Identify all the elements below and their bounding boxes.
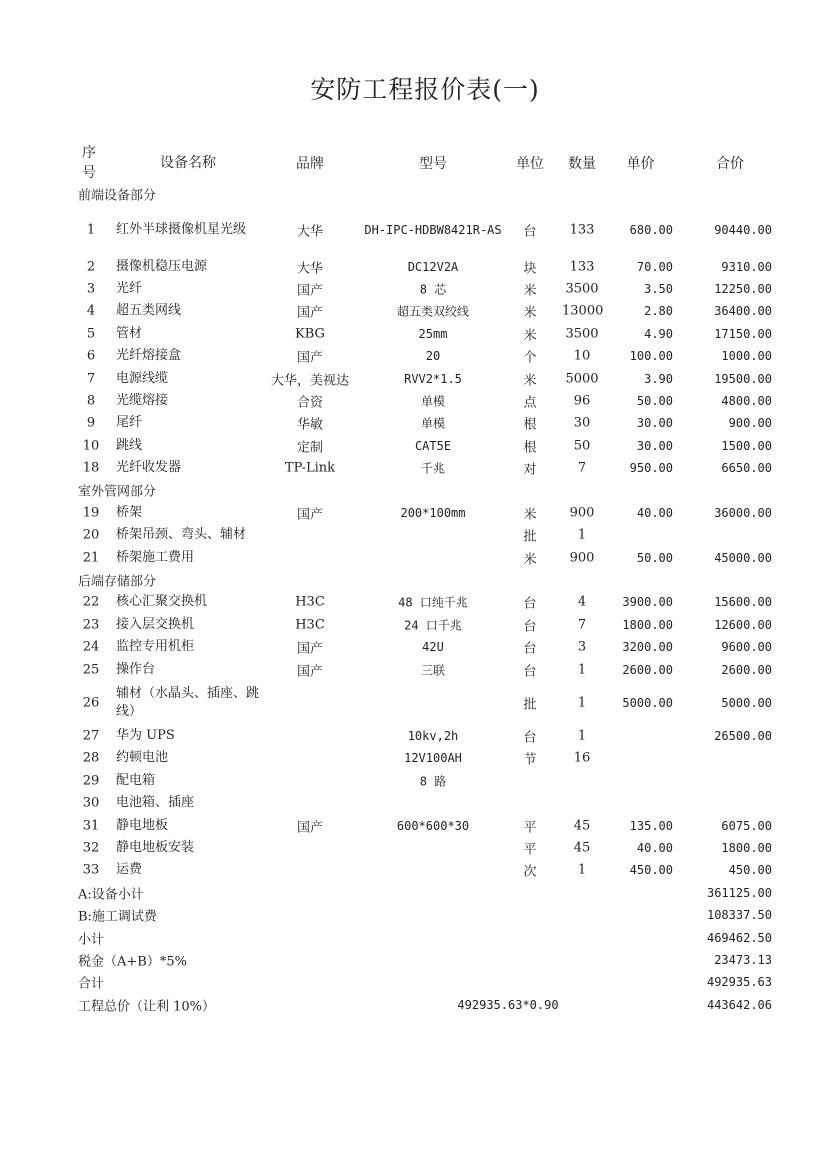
row-unit-price: 3.90	[644, 371, 673, 386]
row-qty: 3500	[565, 326, 599, 342]
row-unit-price: 50.00	[636, 393, 673, 408]
row-qty: 10	[573, 348, 591, 364]
summary-label: 小计	[78, 932, 105, 948]
table-row	[78, 747, 774, 769]
row-unit-price: 950.00	[629, 461, 673, 476]
row-total: 9600.00	[721, 640, 772, 655]
row-name: 约顿电池	[116, 750, 169, 766]
row-model: 42U	[422, 640, 444, 655]
row-brand: 大华，美视达	[270, 373, 349, 389]
row-unit: 米	[523, 507, 537, 523]
row-unit: 次	[523, 864, 537, 880]
row-unit: 米	[523, 283, 537, 299]
table-header	[78, 143, 774, 183]
row-unit: 米	[523, 305, 537, 321]
summary-label: 工程总价（让利 10%）	[78, 999, 216, 1015]
table-row	[78, 636, 774, 658]
row-unit: 根	[523, 417, 537, 433]
section-row	[78, 183, 774, 205]
summary-total: 469462.50	[706, 930, 772, 945]
row-brand: 国产	[296, 283, 323, 299]
row-name: 光纤	[116, 280, 143, 296]
row-unit: 平	[523, 842, 537, 858]
summary-total: 492935.63	[706, 975, 772, 990]
row-model: 8 路	[419, 774, 447, 789]
row-model: 200*100mm	[400, 505, 466, 520]
table-row	[78, 681, 774, 725]
row-model: RVV2*1.5	[404, 371, 462, 386]
header-brand: 品牌	[296, 156, 324, 172]
row-qty: 45	[573, 840, 591, 856]
row-name: 配电箱	[116, 772, 156, 788]
row-unit-price: 450.00	[629, 863, 673, 878]
row-total: 36000.00	[714, 505, 772, 520]
row-seq: 7	[86, 371, 96, 387]
row-seq: 28	[82, 750, 100, 766]
row-brand: 国产	[296, 507, 323, 523]
row-name: 光纤熔接盒	[116, 348, 182, 364]
row-total: 1500.00	[721, 438, 772, 453]
row-qty: 4	[577, 594, 587, 610]
row-seq: 22	[82, 594, 100, 610]
table-row	[78, 614, 774, 636]
row-unit-price: 135.00	[629, 818, 673, 833]
row-total: 12250.00	[714, 281, 772, 296]
row-seq: 5	[86, 326, 96, 342]
row-unit: 台	[523, 596, 537, 612]
section-label: 前端设备部分	[78, 188, 157, 204]
row-unit: 点	[523, 395, 537, 411]
row-model: 三联	[420, 663, 445, 678]
row-unit: 根	[523, 440, 537, 456]
table-row	[78, 278, 774, 300]
row-name: 核心汇聚交换机	[116, 594, 208, 610]
row-unit: 米	[523, 552, 537, 568]
row-name: 辅材（水晶头、插座、跳线）	[116, 685, 260, 719]
row-unit-price: 100.00	[629, 349, 673, 364]
row-name: 接入层交换机	[116, 616, 195, 632]
row-qty: 50	[573, 438, 591, 454]
row-seq: 27	[82, 728, 100, 744]
row-model: 20	[425, 349, 441, 364]
row-seq: 24	[82, 639, 100, 655]
row-name: 桥架吊颈、弯头、辅材	[116, 527, 247, 543]
summary-label: B:施工调试费	[78, 909, 157, 925]
row-unit-price: 30.00	[636, 438, 673, 453]
row-unit: 米	[523, 328, 537, 344]
row-seq: 33	[82, 862, 100, 878]
row-seq: 4	[86, 303, 96, 319]
row-qty: 3	[577, 639, 587, 655]
row-name: 华为 UPS	[116, 728, 175, 743]
header-price: 单价	[626, 156, 655, 172]
row-total: 15600.00	[714, 595, 772, 610]
summary-label: 税金（A+B）*5%	[78, 954, 187, 970]
row-model: DH-IPC-HDBW8421R-AS	[364, 223, 502, 238]
table-row	[78, 300, 774, 322]
row-model: 24 口千兆	[404, 618, 462, 633]
row-seq: 29	[82, 773, 100, 789]
row-unit-price: 3900.00	[622, 595, 673, 610]
row-brand: 合资	[296, 395, 323, 411]
table-row	[78, 837, 774, 859]
row-unit: 台	[523, 730, 537, 746]
row-seq: 2	[86, 259, 96, 275]
row-qty: 1	[577, 695, 587, 711]
row-unit: 批	[523, 697, 537, 713]
row-seq: 19	[82, 505, 100, 521]
header-model: 型号	[419, 156, 447, 172]
row-unit: 台	[523, 619, 537, 635]
row-qty: 133	[569, 222, 595, 238]
row-qty: 13000	[562, 303, 604, 319]
row-seq: 31	[82, 818, 100, 834]
summary-total: 23473.13	[714, 952, 772, 967]
row-qty: 5000	[565, 371, 599, 387]
row-unit: 米	[523, 373, 537, 389]
row-unit-price: 30.00	[636, 416, 673, 431]
row-brand: H3C	[295, 617, 325, 633]
row-total: 450.00	[728, 863, 772, 878]
row-qty: 7	[577, 460, 587, 476]
summary-label: 合计	[78, 976, 105, 992]
summary-row	[78, 926, 774, 948]
row-brand: KBG	[295, 326, 325, 342]
row-total: 6650.00	[721, 461, 772, 476]
table-row	[78, 725, 774, 747]
summary-formula: 492935.63*0.90	[457, 997, 559, 1012]
row-seq: 25	[82, 662, 100, 678]
row-unit-price: 5000.00	[622, 695, 673, 710]
page-title: 安防工程报价表(一)	[310, 75, 540, 104]
row-name: 桥架	[116, 504, 143, 520]
row-model: 600*600*30	[396, 818, 470, 833]
row-brand: 大华	[296, 261, 323, 277]
row-seq: 30	[82, 795, 100, 811]
row-name: 运费	[116, 862, 143, 878]
row-total: 9310.00	[721, 259, 772, 274]
row-unit-price: 2.80	[644, 304, 673, 319]
row-name: 光缆熔接	[116, 392, 169, 408]
row-qty: 133	[569, 259, 595, 275]
header-total: 合价	[716, 156, 744, 172]
row-total: 4800.00	[721, 393, 772, 408]
row-name: 静电地板安装	[116, 839, 195, 855]
table-row	[78, 591, 774, 613]
row-qty: 1	[577, 728, 587, 744]
row-total: 26500.00	[714, 729, 772, 743]
summary-row	[78, 949, 774, 971]
row-unit-price: 1800.00	[622, 617, 673, 632]
row-qty: 1	[577, 862, 587, 878]
row-unit-price: 40.00	[636, 505, 673, 520]
row-brand: 国产	[296, 641, 323, 657]
row-total: 1000.00	[721, 349, 772, 364]
row-model: 千兆	[420, 461, 445, 476]
row-total: 1800.00	[721, 840, 772, 855]
row-qty: 30	[573, 415, 591, 431]
section-label: 室外管网部分	[78, 484, 157, 500]
table-row	[78, 412, 774, 434]
header-name: 设备名称	[160, 155, 216, 171]
row-qty: 3500	[565, 281, 599, 297]
row-unit-price: 2600.00	[622, 662, 673, 677]
row-qty: 900	[569, 550, 595, 566]
row-unit: 节	[523, 752, 537, 768]
section-label: 后端存储部分	[78, 574, 157, 590]
row-name: 跳线	[116, 437, 143, 453]
row-unit-price: 70.00	[636, 259, 673, 274]
row-qty: 1	[577, 527, 587, 543]
table-row	[78, 367, 774, 389]
row-model: 单模	[420, 416, 445, 431]
row-name: 摄像机稳压电源	[116, 258, 208, 274]
row-name: 超五类网线	[116, 303, 182, 319]
row-name: 电池箱、插座	[116, 795, 195, 811]
row-total: 6075.00	[721, 818, 772, 833]
row-seq: 1	[86, 222, 96, 238]
summary-total: 443642.06	[706, 997, 772, 1012]
row-qty: 7	[577, 617, 587, 633]
row-total: 19500.00	[714, 371, 772, 386]
row-name: 静电地板	[116, 817, 169, 833]
row-seq: 20	[82, 527, 100, 543]
header-seq: 序号	[82, 145, 96, 181]
row-brand: 华敏	[296, 417, 323, 433]
header-qty: 数量	[568, 156, 596, 172]
row-brand: 国产	[296, 305, 323, 321]
row-seq: 6	[86, 348, 96, 364]
row-name: 尾纤	[116, 415, 143, 431]
row-unit: 批	[523, 529, 537, 545]
row-seq: 10	[82, 438, 100, 454]
row-name: 管材	[116, 325, 143, 341]
row-unit: 块	[523, 261, 537, 277]
row-total: 17150.00	[714, 326, 772, 341]
table-row	[78, 658, 774, 680]
row-model: 25mm	[418, 326, 448, 341]
row-model: 10kv,2h	[407, 729, 459, 743]
row-unit: 个	[523, 350, 537, 366]
row-brand: 国产	[296, 820, 323, 836]
row-unit: 台	[523, 641, 537, 657]
summary-row	[78, 971, 774, 993]
summary-total: 361125.00	[706, 885, 772, 900]
row-qty: 900	[569, 505, 595, 521]
table-row	[78, 457, 774, 479]
table-row	[78, 546, 774, 568]
row-unit: 平	[523, 820, 537, 836]
row-seq: 3	[86, 281, 96, 297]
row-qty: 16	[573, 750, 591, 766]
row-unit: 台	[523, 224, 537, 240]
row-name: 操作台	[116, 661, 156, 677]
row-brand: H3C	[295, 594, 325, 610]
row-name: 桥架施工费用	[116, 549, 195, 565]
table-row	[78, 255, 774, 277]
table-row	[78, 205, 774, 255]
table-row	[78, 770, 774, 792]
row-model: 单模	[420, 394, 445, 409]
row-unit-price: 50.00	[636, 550, 673, 565]
row-qty: 45	[573, 818, 591, 834]
summary-label: A:设备小计	[78, 887, 144, 903]
table-row	[78, 345, 774, 367]
section-row	[78, 479, 774, 501]
row-seq: 23	[82, 617, 100, 633]
row-unit-price: 680.00	[629, 223, 673, 238]
row-unit: 台	[523, 664, 537, 680]
row-model: 12V100AH	[404, 751, 462, 766]
row-brand: TP-Link	[284, 460, 336, 476]
row-model: DC12V2A	[407, 259, 459, 274]
row-brand: 国产	[296, 350, 323, 366]
header-unit: 单位	[516, 156, 544, 172]
row-seq: 26	[82, 695, 100, 711]
row-unit-price: 4.90	[644, 326, 673, 341]
row-total: 900.00	[728, 416, 772, 431]
row-seq: 18	[82, 460, 100, 476]
row-brand: 定制	[296, 440, 323, 456]
section-row	[78, 569, 774, 591]
row-brand: 国产	[296, 664, 323, 680]
row-name: 监控专用机柜	[116, 639, 195, 655]
row-model: CAT5E	[414, 438, 452, 453]
summary-row	[78, 882, 774, 904]
row-unit-price: 3200.00	[622, 640, 673, 655]
table-row	[78, 323, 774, 345]
row-seq: 8	[86, 393, 96, 409]
table-row	[78, 814, 774, 836]
row-total: 2600.00	[721, 662, 772, 677]
summary-row	[78, 904, 774, 926]
row-seq: 32	[82, 840, 100, 856]
row-unit-price: 3.50	[644, 281, 673, 296]
row-seq: 21	[82, 550, 100, 566]
row-model: 48 口纯千兆	[398, 595, 468, 610]
table-row	[78, 502, 774, 524]
row-seq: 9	[86, 415, 96, 431]
table-row	[78, 390, 774, 412]
row-total: 12600.00	[714, 617, 772, 632]
row-brand: 大华	[296, 224, 323, 240]
row-unit: 对	[523, 462, 537, 478]
row-model: 超五类双绞线	[396, 304, 469, 319]
row-total: 45000.00	[714, 550, 772, 565]
row-total: 5000.00	[721, 695, 772, 710]
row-qty: 1	[577, 662, 587, 678]
row-qty: 96	[573, 393, 591, 409]
table-row	[78, 524, 774, 546]
row-total: 90440.00	[714, 223, 772, 238]
row-name: 红外半球摄像机星光级	[116, 222, 247, 238]
quotation-table	[78, 143, 774, 1016]
row-name: 电源线缆	[116, 370, 169, 386]
summary-row	[78, 994, 774, 1016]
summary-total: 108337.50	[706, 908, 772, 923]
row-unit-price: 40.00	[636, 840, 673, 855]
row-total: 36400.00	[714, 304, 772, 319]
row-name: 光纤收发器	[116, 460, 182, 476]
row-model: 8 芯	[419, 282, 447, 297]
table-row	[78, 859, 774, 881]
table-row	[78, 435, 774, 457]
table-row	[78, 792, 774, 814]
